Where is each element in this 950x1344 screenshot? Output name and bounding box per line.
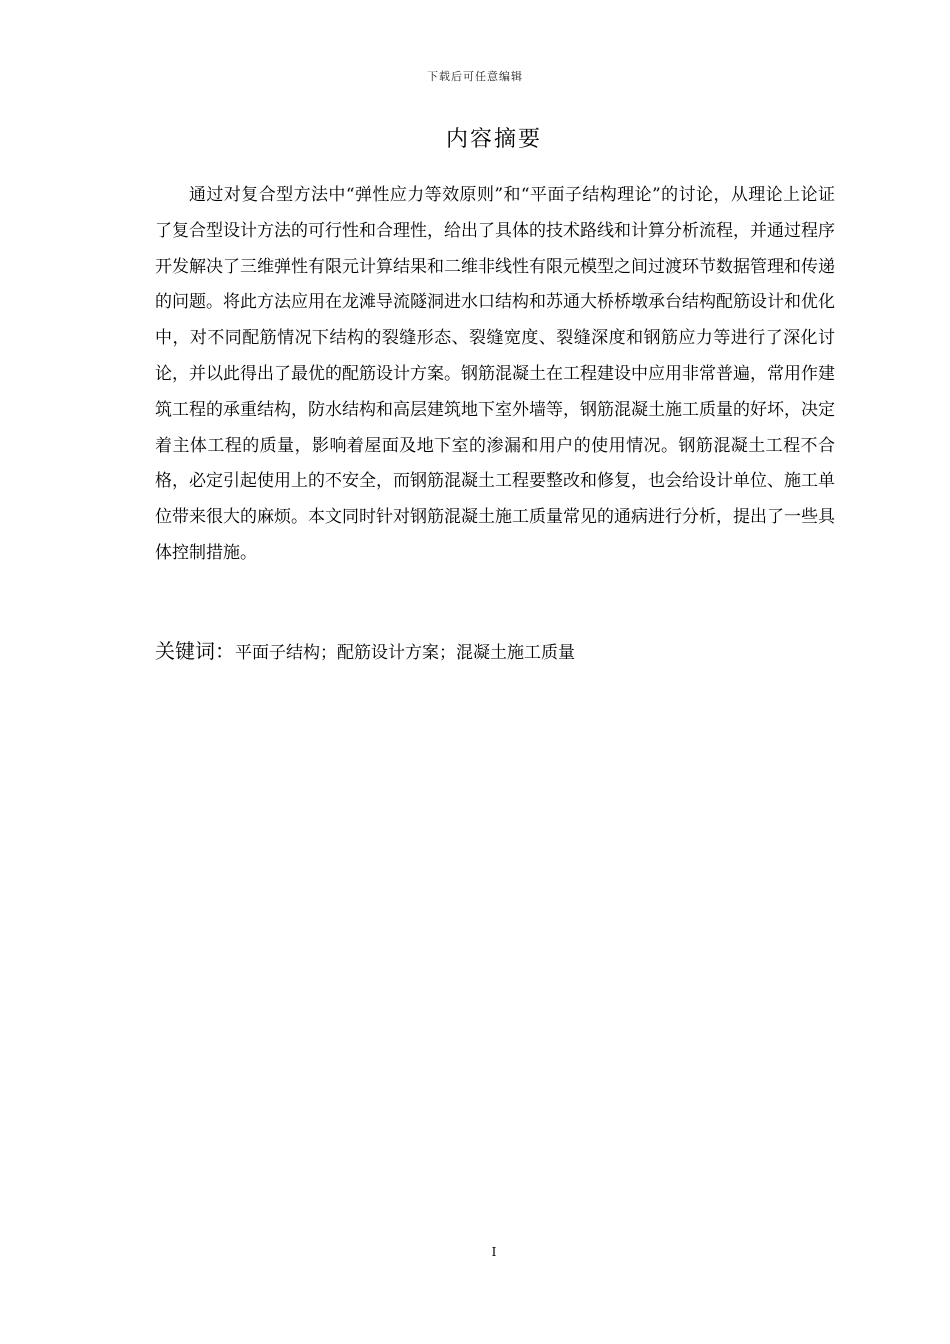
page-number: I [491,1245,497,1259]
keywords-line [155,636,835,668]
header-note: 下载后可任意编辑 [427,70,523,83]
keywords-value: 平面子结构；配筋设计方案；混凝土施工质量 [235,643,575,663]
keywords-label: 关键词： [155,639,235,663]
abstract-paragraph: 通过对复合型方法中“弹性应力等效原则”和“平面子结构理论”的讨论，从理论上论证了复合型设计方法的可行性和合理性，给出了具体的技术路线和计算分析流程，并通过程序开发解决了三维弹性有限元计算结果和二维非线性有限元模型之间过渡环节数据管理和传递的问题。将此方法应用在龙滩导流隧洞进水口结构和苏通大桥桥墩承台结构配筋设计和优化中，对不同配筋情况下结构的裂缝形态、裂缝宽度、裂缝深度和钢筋应力等进行了深化讨论，并以此得出了最优的配筋设计方案。钢筋混凝土在工程建设中应用非常普遍，常用作建筑工程的承重结构，防水结构和高层建筑地下室外墙等，钢筋混凝土施工质量的好坏，决定着主体工程的质量，影响着屋面及地下室的渗漏和用户的使用情况。钢筋混凝土工程不合格，必定引起使用上的不安全，而钢筋混凝土工程要整改和修复，也会给设计单位、施工单位带来很大的麻烦。本文同时针对钢筋混凝土施工质量常见的通病进行分析，提出了一些具体控制措施。 [155,185,835,563]
page-title: 内容摘要 [445,127,542,152]
